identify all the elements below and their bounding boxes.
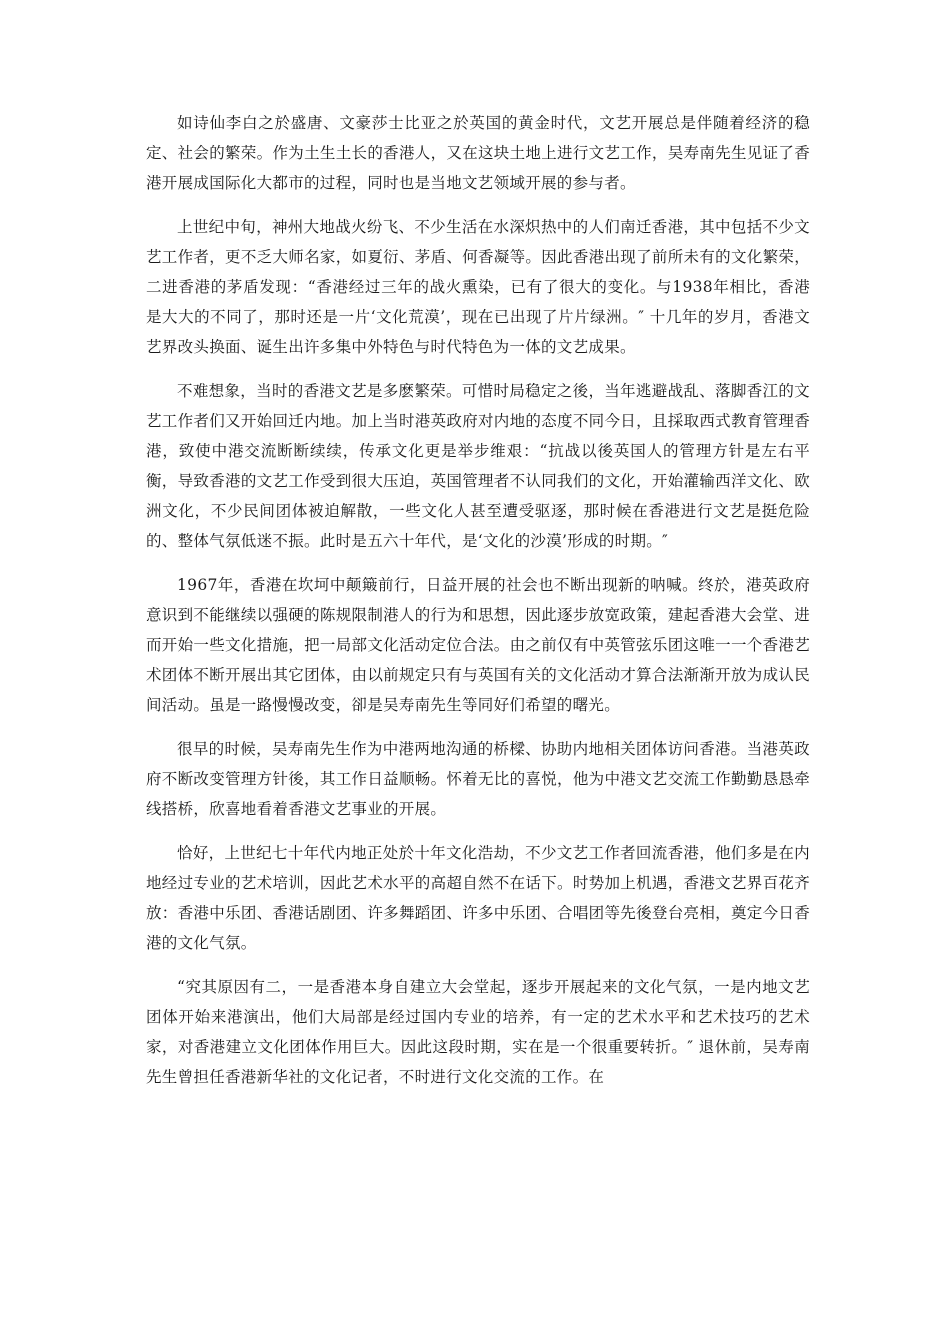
paragraph-1: 如诗仙李白之於盛唐、文豪莎士比亚之於英国的黄金时代，文艺开展总是伴随着经济的稳定、社会的繁荣。作为土生土长的香港人，又在这块土地上进行文艺工作，吴寿南先生见证了香港开展成国际化大都市的过程，同时也是当地文艺领域开展的参与者。 bbox=[146, 114, 810, 192]
document-body bbox=[146, 108, 810, 1106]
paragraph-5: 很早的时候，吴寿南先生作为中港两地沟通的桥樑、协助内地相关团体访问香港。当港英政府不断改变管理方针後，其工作日益顺畅。怀着无比的喜悦，他为中港文艺交流工作勤勤恳恳牵线搭桥，欣喜地看着香港文艺事业的开展。 bbox=[146, 740, 810, 818]
paragraph-3: 不难想象，当时的香港文艺是多麽繁荣。可惜时局稳定之後，当年逃避战乱、落脚香江的文艺工作者们又开始回迁内地。加上当时港英政府对内地的态度不同今日，且採取西式教育管理香港，致使中港交流断断续续，传承文化更是举步维艰：“抗战以後英国人的管理方针是左右平衡，导致香港的文艺工作受到很大压迫，英国管理者不认同我们的文化，开始灌输西洋文化、欧洲文化，不少民间团体被迫解散，一些文化人甚至遭受驱逐，那时候在香港进行文艺是挺危险的、整体气氛低迷不振。此时是五六十年代，是‘文化的沙漠’形成的时期。″ bbox=[146, 382, 810, 550]
paragraph-2: 上世纪中旬，神州大地战火纷飞、不少生活在水深炽热中的人们南迁香港，其中包括不少文艺工作者，更不乏大师名家，如夏衍、茅盾、何香凝等。因此香港出现了前所未有的文化繁荣，二进香港的茅盾发现：“香港经过三年的战火熏染，已有了很大的变化。与1938年相比，香港是大大的不同了，那时还是一片‘文化荒漠’，现在已出现了片片绿洲。″ 十几年的岁月，香港文艺界改头换面、诞生出许多集中外特色与时代特色为一体的文艺成果。 bbox=[146, 218, 810, 356]
paragraph-7: “究其原因有二，一是香港本身自建立大会堂起，逐步开展起来的文化气氛，一是内地文艺团体开始来港演出，他们大局部是经过国内专业的培养，有一定的艺术水平和艺术技巧的艺术家，对香港建立文化团体作用巨大。因此这段时期，实在是一个很重要转折。″ 退休前，吴寿南先生曾担任香港新华社的文化记者，不时进行文化交流的工作。在 bbox=[146, 978, 810, 1086]
paragraph-6: 恰好，上世纪七十年代内地正处於十年文化浩劫，不少文艺工作者回流香港，他们多是在内地经过专业的艺术培训，因此艺术水平的高超自然不在话下。时势加上机遇，香港文艺界百花齐放：香港中乐团、香港话剧团、许多舞蹈团、许多中乐团、合唱团等先後登台亮相，奠定今日香港的文化气氛。 bbox=[146, 844, 810, 952]
paragraph-4: 1967年，香港在坎坷中颠簸前行，日益开展的社会也不断出现新的呐喊。终於，港英政府意识到不能继续以强硬的陈规限制港人的行为和思想，因此逐步放宽政策，建起香港大会堂、进而开始一些文化措施，把一局部文化活动定位合法。由之前仅有中英管弦乐团这唯一一个香港艺术团体不断开展出其它团体，由以前规定只有与英国有关的文化活动才算合法渐渐开放为成认民间活动。虽是一路慢慢改变，卻是吴寿南先生等同好们希望的曙光。 bbox=[146, 576, 810, 714]
